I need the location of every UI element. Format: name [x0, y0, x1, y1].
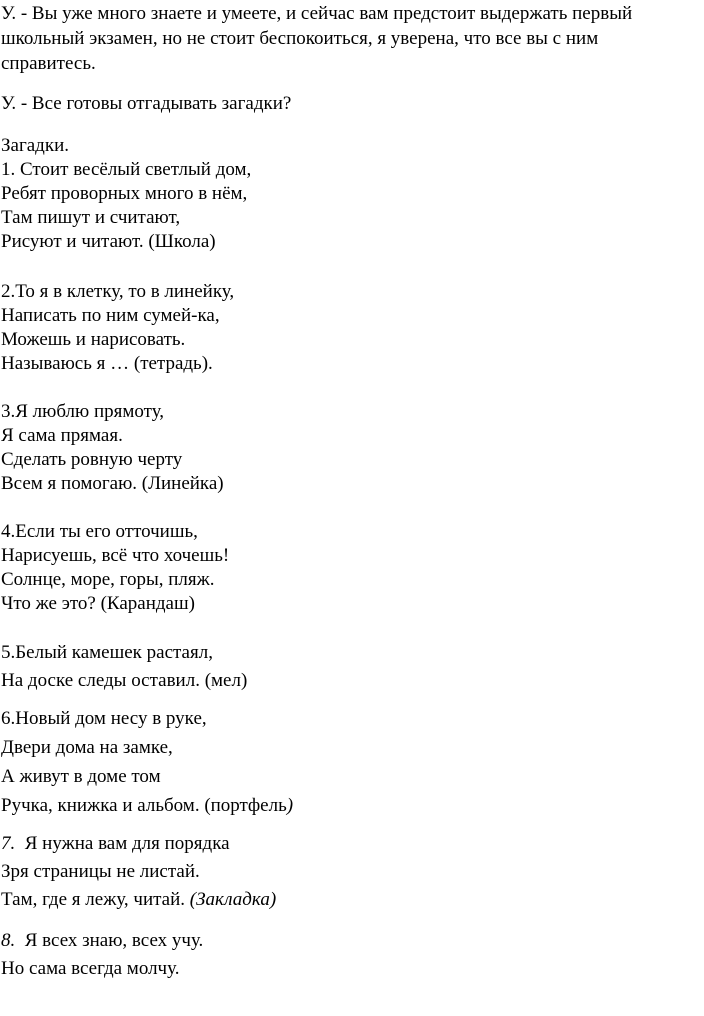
riddle-7-answer: (Закладка)	[189, 889, 277, 910]
intro-line-3: справитесь.	[1, 53, 96, 74]
riddle-6-line-2: Двери дома на замке,	[1, 737, 173, 758]
riddle-8-line-1	[1, 929, 203, 953]
riddle-8-number: 8.	[1, 930, 16, 951]
riddle-4-line-4: Что же это? (Карандаш)	[1, 593, 195, 614]
riddle-6-line-4	[1, 794, 293, 818]
intro-question: У. - Все готовы отгадывать загадки?	[1, 93, 292, 114]
riddle-7-line-3	[1, 888, 276, 912]
riddle-1-line-4: Рисуют и читают. (Школа)	[1, 231, 216, 252]
riddle-3-line-3: Сделать ровную черту	[1, 449, 183, 470]
riddle-7-line-2: Зря страницы не листай.	[1, 861, 200, 882]
riddle-6-line-3: А живут в доме том	[1, 766, 161, 787]
riddle-7-line-1-text: Я нужна вам для порядка	[24, 833, 230, 854]
riddle-4-line-3: Солнце, море, горы, пляж.	[1, 569, 215, 590]
riddle-4-line-2: Нарисуешь, всё что хочешь!	[1, 545, 230, 566]
riddle-7-line-3-text: Там, где я лежу, читай.	[1, 889, 186, 910]
riddle-2-line-3: Можешь и нарисовать.	[1, 329, 186, 350]
riddle-2-line-2: Написать по ним сумей-ка,	[1, 305, 220, 326]
riddle-3-line-1: 3.Я люблю прямоту,	[1, 401, 165, 422]
intro-line-2: школьный экзамен, но не стоит беспокоиться, я уверена, что все вы с ним	[1, 28, 599, 49]
riddle-1-line-3: Там пишут и считают,	[1, 207, 181, 228]
riddle-2-line-1: 2.То я в клетку, то в линейку,	[1, 281, 235, 302]
riddle-5-line-2: На доске следы оставил. (мел)	[1, 670, 248, 691]
riddle-1-line-2: Ребят проворных много в нём,	[1, 183, 248, 204]
riddle-6-line-1: 6.Новый дом несу в руке,	[1, 708, 207, 729]
riddle-8-line-2: Но сама всегда молчу.	[1, 958, 180, 979]
riddle-6-closing-paren: )	[286, 795, 294, 816]
riddle-1-line-1: 1. Стоит весёлый светлый дом,	[1, 159, 252, 180]
riddle-8-line-1-text: Я всех знаю, всех учу.	[24, 930, 204, 951]
riddles-heading: Загадки.	[1, 135, 69, 156]
riddle-3-line-4: Всем я помогаю. (Линейка)	[1, 473, 224, 494]
riddle-4-line-1: 4.Если ты его отточишь,	[1, 521, 198, 542]
riddle-7-number: 7.	[1, 833, 16, 854]
riddle-2-line-4: Называюсь я … (тетрадь).	[1, 353, 213, 374]
riddle-6-line-4-text: Ручка, книжка и альбом. (портфель	[1, 795, 287, 816]
riddle-3-line-2: Я сама прямая.	[1, 425, 123, 446]
intro-line-1: У. - Вы уже много знаете и умеете, и сейчас вам предстоит выдержать первый	[1, 3, 633, 24]
riddle-7-line-1	[1, 832, 230, 856]
riddle-5-line-1: 5.Белый камешек растаял,	[1, 642, 213, 663]
